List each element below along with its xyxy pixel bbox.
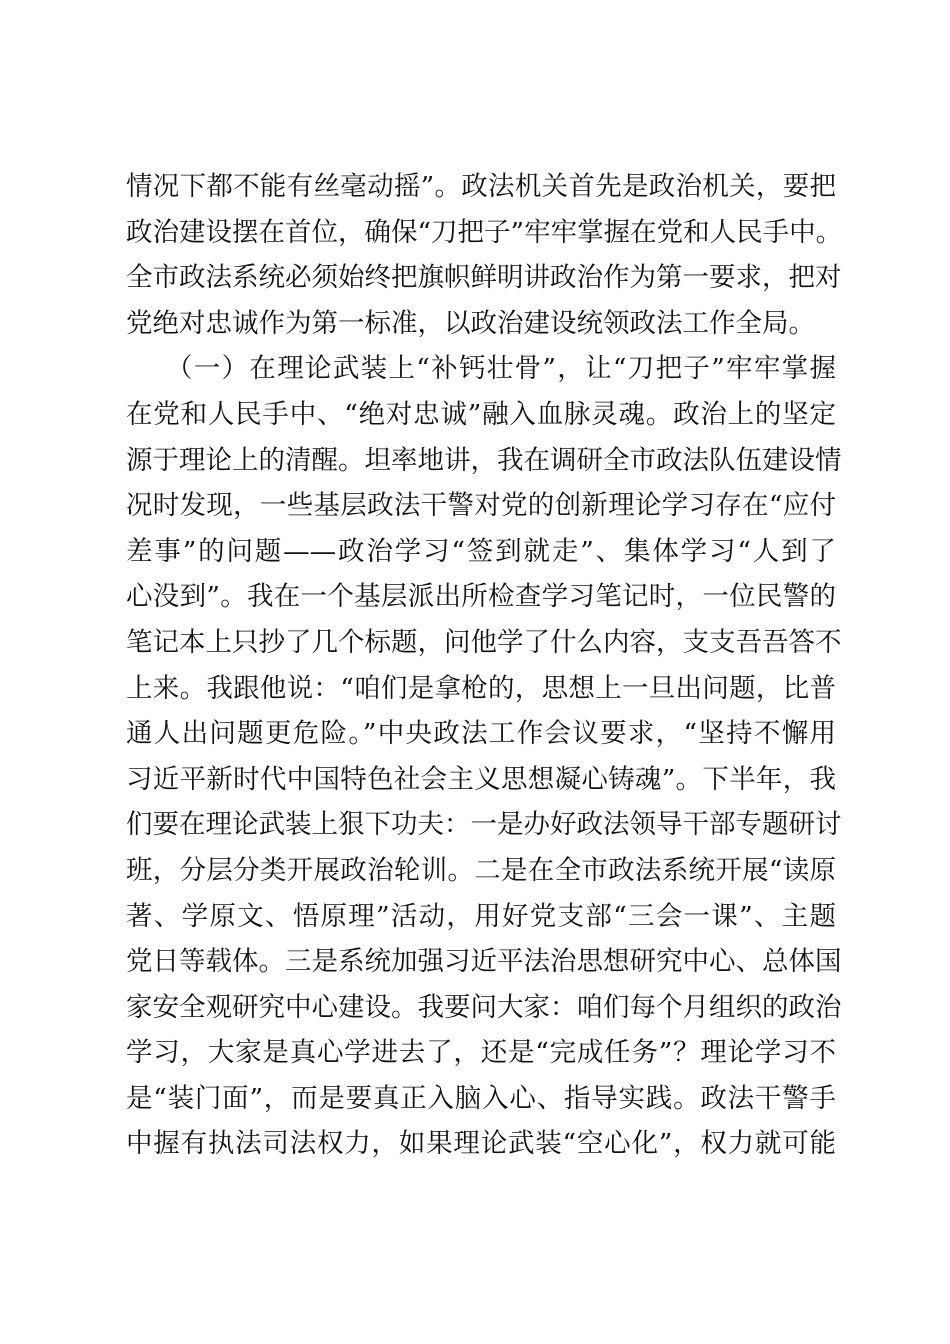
text-line: 情况下都不能有丝毫动摇”。政法机关首先是政治机关，要把	[126, 171, 836, 202]
section-heading-line: （一）在理论武装上“补钙壮骨”，让“刀把子”牢牢掌握	[166, 353, 836, 385]
text-line: 中握有执法司法权力，如果理论武装“空心化”，权力就可能	[126, 1128, 836, 1160]
text-line: 家安全观研究中心建设。我要问大家：咱们每个月组织的政治	[126, 991, 842, 1023]
text-line: 党日等载体。三是系统加强习近平法治思想研究中心、总体国	[126, 946, 842, 978]
text-line: 差事”的问题——政治学习“签到就走”、集体学习“人到了	[126, 535, 836, 567]
text-line: 在党和人民手中、“绝对忠诚”融入血脉灵魂。政治上的坚定	[126, 398, 836, 430]
body-text	[126, 164, 843, 1167]
text-line: 习近平新时代中国特色社会主义思想凝心铸魂”。下半年，我	[126, 763, 836, 795]
text-line: 班，分层分类开展政治轮训。二是在全市政法系统开展“读原	[126, 854, 836, 886]
text-line: 是“装门面”，而是要真正入脑入心、指导实践。政法干警手	[126, 1082, 836, 1114]
text-line: 况时发现，一些基层政法干警对党的创新理论学习存在“应付	[126, 490, 836, 522]
text-line: 全市政法系统必须始终把旗帜鲜明讲政治作为第一要求，把对	[126, 262, 842, 294]
text-line: 们要在理论武装上狠下功夫：一是办好政法领导干部专题研讨	[126, 809, 842, 841]
text-line: 党绝对忠诚作为第一标准，以政治建设统领政法工作全局。	[126, 307, 815, 339]
text-line: 心没到”。我在一个基层派出所检查学习笔记时，一位民警的	[126, 581, 836, 613]
text-line: 学习，大家是真心学进去了，还是“完成任务”？理论学习不	[126, 1037, 836, 1069]
text-line: 政治建设摆在首位，确保“刀把子”牢牢掌握在党和人民手中。	[126, 216, 843, 248]
text-line: 著、学原文、悟原理”活动，用好党支部“三会一课”、主题	[126, 900, 836, 932]
text-line: 通人出问题更危险。”中央政法工作会议要求，“坚持不懈用	[126, 718, 836, 750]
text-line: 上来。我跟他说：“咱们是拿枪的，思想上一旦出问题，比普	[126, 672, 836, 704]
text-line: 笔记本上只抄了几个标题，问他学了什么内容，支支吾吾答不	[126, 626, 842, 658]
text-line: 源于理论上的清醒。坦率地讲，我在调研全市政法队伍建设情	[126, 444, 842, 476]
